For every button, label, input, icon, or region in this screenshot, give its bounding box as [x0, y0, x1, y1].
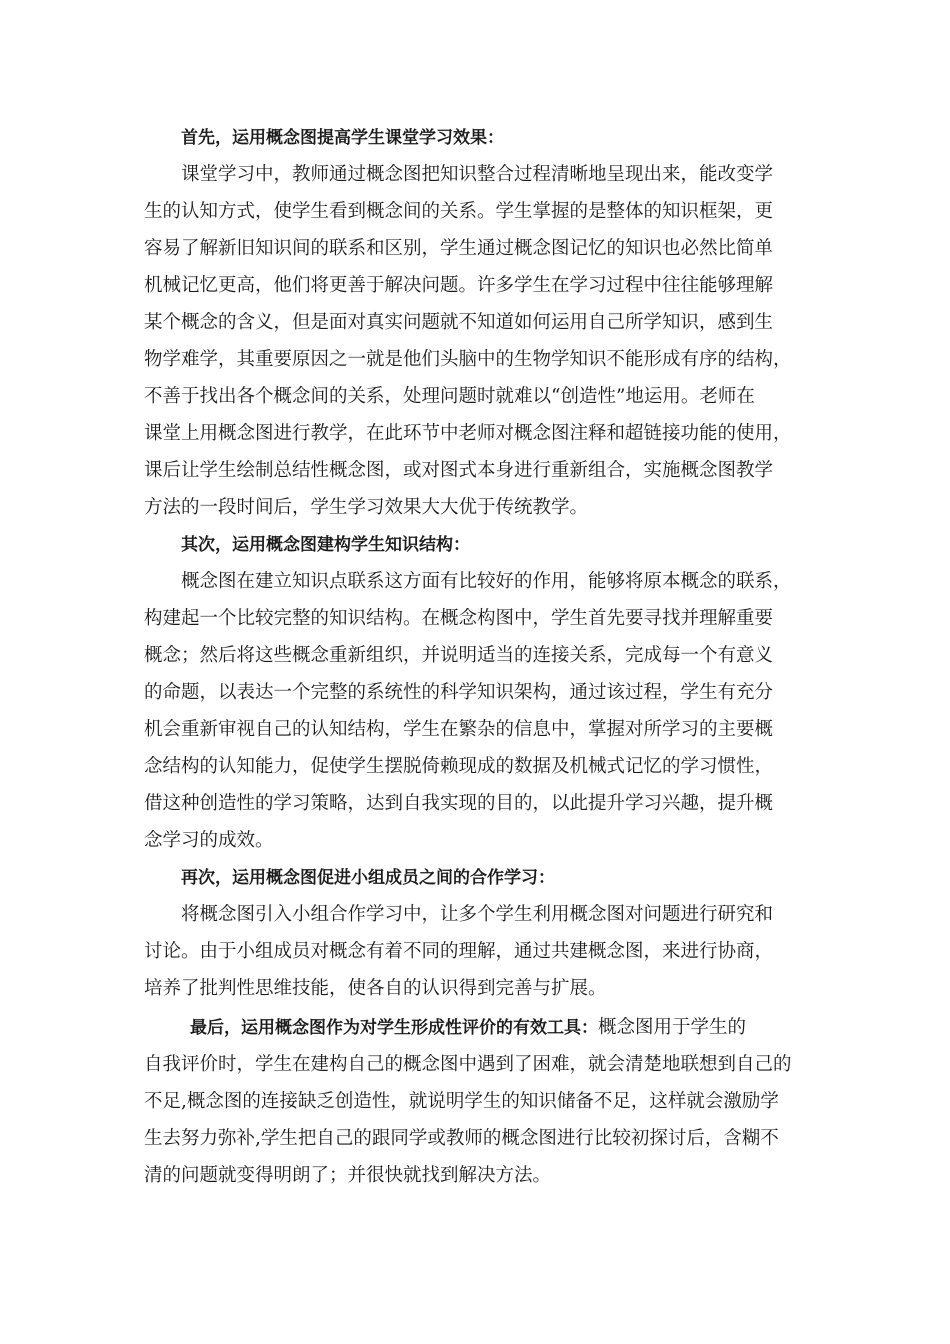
- section-third: [144, 861, 814, 1007]
- paragraph-line: 概念图在建立知识点联系这方面有比较好的作用，能够将原本概念的联系，: [181, 571, 792, 592]
- paragraph-line: 容易了解新旧知识间的联系和区别，学生通过概念图记忆的知识也必然比简单: [144, 238, 774, 259]
- section-fourth: [144, 1009, 814, 1194]
- paragraph-line: 培养了批判性思维技能，使各自的认识得到完善与扩展。: [144, 978, 607, 999]
- paragraph-line: 课堂上用概念图进行教学，在此环节中老师对概念图注释和超链接功能的使用，: [144, 423, 792, 444]
- paragraph-line: 物学难学，其重要原因之一就是他们头脑中的生物学知识不能形成有序的结构，: [144, 349, 792, 370]
- section-heading: 再次，运用概念图促进小组成员之间的合作学习：: [181, 868, 555, 888]
- paragraph-line: 生的认知方式，使学生看到概念间的关系。学生掌握的是整体的知识框架，更: [144, 201, 774, 222]
- paragraph-line: 念学习的成效。: [144, 830, 274, 851]
- paragraph-line: 生去努力弥补,学生把自己的跟同学或教师的概念图进行比较初探讨后，含糊不: [144, 1128, 779, 1149]
- paragraph-line: 的命题，以表达一个完整的系统性的科学知识架构，通过该过程，学生有充分: [144, 682, 774, 703]
- section-heading: 首先，运用概念图提高学生课堂学习效果：: [181, 128, 504, 148]
- section-heading-inline: 最后，运用概念图作为对学生形成性评价的有效工具：: [190, 1018, 598, 1038]
- paragraph-line: 方法的一段时间后，学生学习效果大大优于传统教学。: [144, 497, 589, 518]
- paragraph-first-line: [144, 1009, 814, 1046]
- paragraph-line: 将概念图引入小组合作学习中，让多个学生利用概念图对问题进行研究和: [181, 904, 774, 925]
- paragraph-line: 不善于找出各个概念间的关系，处理问题时就难以“创造性”地运用。老师在: [144, 386, 755, 407]
- section-second: [144, 528, 814, 859]
- paragraph-line: 某个概念的含义，但是面对真实问题就不知道如何运用自己所学知识，感到生: [144, 312, 774, 333]
- paragraph-line: 清的问题就变得明朗了；并很快就找到解决方法。: [144, 1165, 552, 1186]
- paragraph-line: 课后让学生绘制总结性概念图，或对图式本身进行重新组合，实施概念图教学: [144, 460, 774, 481]
- section-heading: 其次，运用概念图建构学生知识结构：: [181, 535, 470, 555]
- paragraph-text: 概念图用于学生的: [598, 1017, 747, 1038]
- paragraph-line: 机会重新审视自己的认知结构，学生在繁杂的信息中，掌握对所学习的主要概: [144, 719, 774, 740]
- paragraph-line: 概念；然后将这些概念重新组织，并说明适当的连接关系，完成每一个有意义: [144, 645, 774, 666]
- paragraph-line: 不足,概念图的连接缺乏创造性，就说明学生的知识储备不足，这样就会激励学: [144, 1091, 779, 1112]
- document-body: [144, 121, 814, 1194]
- paragraph-line: 课堂学习中，教师通过概念图把知识整合过程清晰地呈现出来，能改变学: [181, 164, 774, 185]
- paragraph-line: 机械记忆更高，他们将更善于解决问题。许多学生在学习过程中往往能够理解: [144, 275, 774, 296]
- paragraph-line: 借这种创造性的学习策略，达到自我实现的目的，以此提升学习兴趣，提升概: [144, 793, 774, 814]
- section-first: [144, 121, 814, 526]
- paragraph-line: 自我评价时，学生在建构自己的概念图中遇到了困难，就会清楚地联想到自己的: [144, 1054, 792, 1075]
- paragraph-line: 讨论。由于小组成员对概念有着不同的理解，通过共建概念图，来进行协商，: [144, 941, 774, 962]
- paragraph-line: 构建起一个比较完整的知识结构。在概念构图中，学生首先要寻找并理解重要: [144, 608, 774, 629]
- paragraph-line: 念结构的认知能力，促使学生摆脱倚赖现成的数据及机械式记忆的学习惯性，: [144, 756, 774, 777]
